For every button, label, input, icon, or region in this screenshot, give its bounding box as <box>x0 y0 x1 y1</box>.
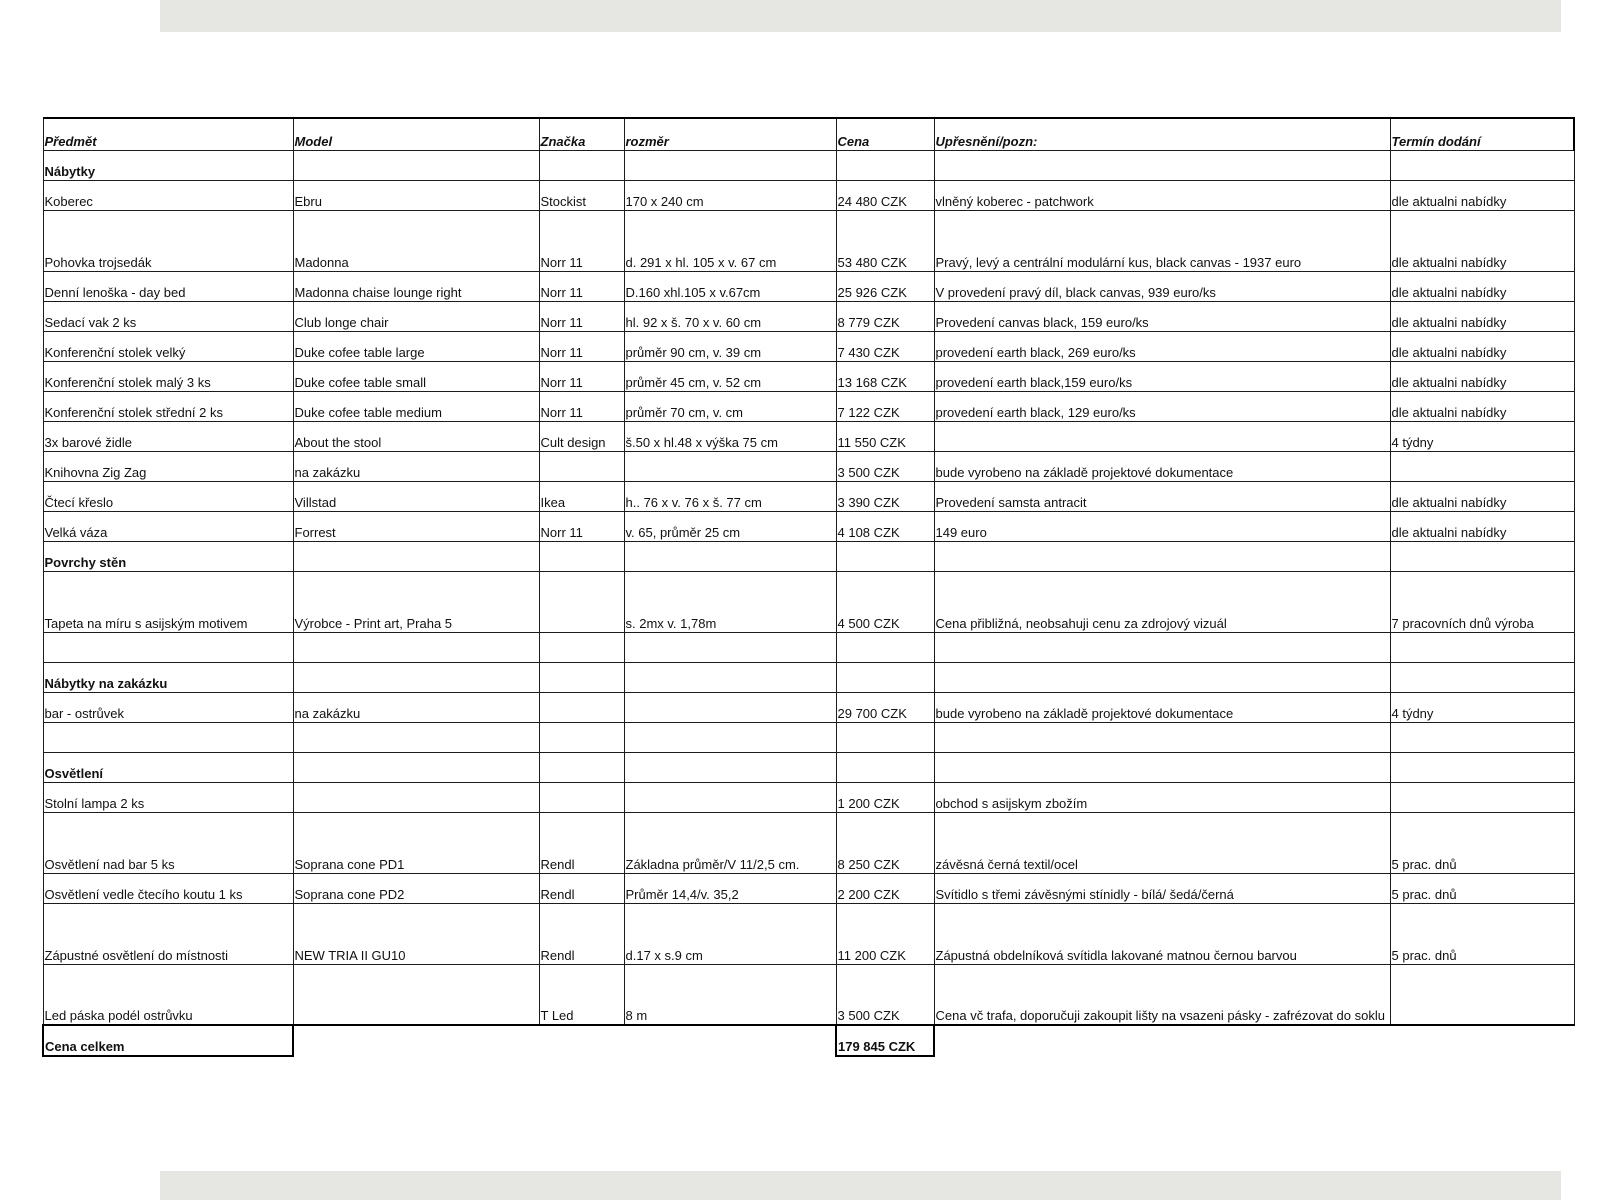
cell-model: Soprana cone PD2 <box>293 873 539 903</box>
total-spacer <box>1390 1025 1574 1056</box>
cell-brand: Rendl <box>539 873 624 903</box>
table-row <box>43 391 1574 421</box>
cell-delivery <box>1390 782 1574 812</box>
table-row <box>43 210 1574 271</box>
cell-size: průměr 45 cm, v. 52 cm <box>624 361 836 391</box>
cell-model: Soprana cone PD1 <box>293 812 539 873</box>
cell-price: 8 779 CZK <box>836 301 934 331</box>
cell-brand: Ikea <box>539 481 624 511</box>
cell-delivery <box>1390 632 1574 662</box>
cell-brand: Norr 11 <box>539 301 624 331</box>
cell-price: 11 200 CZK <box>836 903 934 964</box>
cell-item: Tapeta na míru s asijským motivem <box>43 571 293 632</box>
cell-item: Konferenční stolek velký <box>43 331 293 361</box>
cell-model: Forrest <box>293 511 539 541</box>
cell-model: Ebru <box>293 180 539 210</box>
cell-delivery <box>1390 662 1574 692</box>
header-note: Upřesnění/pozn: <box>934 118 1390 150</box>
cell-item: bar - ostrůvek <box>43 692 293 722</box>
cell-delivery <box>1390 722 1574 752</box>
cell-note: provedení earth black, 269 euro/ks <box>934 331 1390 361</box>
bottom-band <box>160 1171 1561 1200</box>
cell-delivery: 5 prac. dnů <box>1390 873 1574 903</box>
cell-model: na zakázku <box>293 692 539 722</box>
total-spacer <box>934 1025 1390 1056</box>
cell-delivery: dle aktualni nabídky <box>1390 331 1574 361</box>
cell-brand <box>539 541 624 571</box>
cell-size: Průměr 14,4/v. 35,2 <box>624 873 836 903</box>
cell-size: d.17 x s.9 cm <box>624 903 836 964</box>
cell-note: Provedení canvas black, 159 euro/ks <box>934 301 1390 331</box>
cell-note <box>934 722 1390 752</box>
cell-delivery: 4 týdny <box>1390 692 1574 722</box>
cell-size <box>624 752 836 782</box>
cell-delivery <box>1390 451 1574 481</box>
cell-note: 149 euro <box>934 511 1390 541</box>
cell-note: Pravý, levý a centrální modulární kus, black canvas - 1937 euro <box>934 210 1390 271</box>
cell-note: Svítidlo s třemi závěsnými stínidly - bílá/ šedá/černá <box>934 873 1390 903</box>
cell-model: Madonna <box>293 210 539 271</box>
cell-price: 7 430 CZK <box>836 331 934 361</box>
cell-item: Pohovka trojsedák <box>43 210 293 271</box>
cell-size <box>624 782 836 812</box>
cell-size <box>624 541 836 571</box>
cell-delivery <box>1390 150 1574 180</box>
cell-note: bude vyrobeno na základě projektové dokumentace <box>934 451 1390 481</box>
cell-size <box>624 150 836 180</box>
cell-price: 13 168 CZK <box>836 361 934 391</box>
cell-item: Sedací vak 2 ks <box>43 301 293 331</box>
cell-price: 3 390 CZK <box>836 481 934 511</box>
cell-size: š.50 x hl.48 x výška 75 cm <box>624 421 836 451</box>
cell-brand: Rendl <box>539 812 624 873</box>
cell-brand: Norr 11 <box>539 210 624 271</box>
cell-delivery: dle aktualni nabídky <box>1390 481 1574 511</box>
cell-price <box>836 752 934 782</box>
cell-model: Madonna chaise lounge right <box>293 271 539 301</box>
cell-brand <box>539 571 624 632</box>
cell-size: průměr 70 cm, v. cm <box>624 391 836 421</box>
header-brand: Značka <box>539 118 624 150</box>
cell-delivery: 7 pracovních dnů výroba <box>1390 571 1574 632</box>
cell-model <box>293 752 539 782</box>
cell-brand: Norr 11 <box>539 271 624 301</box>
cell-note <box>934 421 1390 451</box>
header-delivery: Termín dodání <box>1390 118 1574 150</box>
cell-delivery: dle aktualni nabídky <box>1390 511 1574 541</box>
empty-row <box>43 722 1574 752</box>
cell-delivery: dle aktualni nabídky <box>1390 271 1574 301</box>
cell-item: Koberec <box>43 180 293 210</box>
cell-delivery: dle aktualni nabídky <box>1390 391 1574 421</box>
cell-price <box>836 150 934 180</box>
cell-brand <box>539 782 624 812</box>
cell-item: Konferenční stolek malý 3 ks <box>43 361 293 391</box>
cell-model <box>293 541 539 571</box>
cell-model <box>293 782 539 812</box>
price-list-table <box>42 117 1575 1057</box>
cell-item <box>43 722 293 752</box>
cell-size: 170 x 240 cm <box>624 180 836 210</box>
cell-note: obchod s asijskym zbožím <box>934 782 1390 812</box>
cell-item: Knihovna Zig Zag <box>43 451 293 481</box>
cell-size: průměr 90 cm, v. 39 cm <box>624 331 836 361</box>
cell-model <box>293 632 539 662</box>
table-row <box>43 873 1574 903</box>
cell-size: D.160 xhl.105 x v.67cm <box>624 271 836 301</box>
cell-model <box>293 964 539 1025</box>
section-label: Nábytky na zakázku <box>43 662 293 692</box>
cell-price: 53 480 CZK <box>836 210 934 271</box>
cell-brand: T Led <box>539 964 624 1025</box>
table-row <box>43 511 1574 541</box>
table-row <box>43 421 1574 451</box>
cell-note: bude vyrobeno na základě projektové dokumentace <box>934 692 1390 722</box>
cell-delivery: dle aktualni nabídky <box>1390 180 1574 210</box>
header-price: Cena <box>836 118 934 150</box>
table-row <box>43 361 1574 391</box>
cell-item: 3x barové židle <box>43 421 293 451</box>
table-row <box>43 451 1574 481</box>
cell-note <box>934 541 1390 571</box>
cell-note: vlněný koberec - patchwork <box>934 180 1390 210</box>
cell-price: 4 500 CZK <box>836 571 934 632</box>
cell-item: Denní lenoška - day bed <box>43 271 293 301</box>
cell-model: Duke cofee table small <box>293 361 539 391</box>
cell-size: h.. 76 x v. 76 x š. 77 cm <box>624 481 836 511</box>
section-label: Nábytky <box>43 150 293 180</box>
cell-delivery <box>1390 752 1574 782</box>
cell-model: Výrobce - Print art, Praha 5 <box>293 571 539 632</box>
cell-size: d. 291 x hl. 105 x v. 67 cm <box>624 210 836 271</box>
cell-model <box>293 662 539 692</box>
section-row <box>43 150 1574 180</box>
cell-brand: Rendl <box>539 903 624 964</box>
cell-price: 7 122 CZK <box>836 391 934 421</box>
cell-price <box>836 662 934 692</box>
cell-price <box>836 541 934 571</box>
cell-brand: Cult design <box>539 421 624 451</box>
cell-item: Osvětlení vedle čtecího koutu 1 ks <box>43 873 293 903</box>
cell-item: Velká váza <box>43 511 293 541</box>
cell-delivery <box>1390 541 1574 571</box>
cell-price <box>836 722 934 752</box>
table-header-row <box>43 118 1574 150</box>
cell-brand <box>539 150 624 180</box>
section-row <box>43 752 1574 782</box>
cell-size: Základna průměr/V 11/2,5 cm. <box>624 812 836 873</box>
table-row <box>43 812 1574 873</box>
cell-note: provedení earth black, 129 euro/ks <box>934 391 1390 421</box>
total-spacer <box>293 1025 539 1056</box>
cell-note: provedení earth black,159 euro/ks <box>934 361 1390 391</box>
header-item: Předmět <box>43 118 293 150</box>
table-row <box>43 180 1574 210</box>
cell-delivery <box>1390 964 1574 1025</box>
cell-model <box>293 722 539 752</box>
cell-model: About the stool <box>293 421 539 451</box>
cell-brand <box>539 692 624 722</box>
cell-price: 3 500 CZK <box>836 964 934 1025</box>
cell-model: na zakázku <box>293 451 539 481</box>
table-row <box>43 964 1574 1025</box>
cell-size: v. 65, průměr 25 cm <box>624 511 836 541</box>
cell-item <box>43 632 293 662</box>
cell-brand <box>539 451 624 481</box>
top-band <box>160 0 1561 32</box>
table-row <box>43 692 1574 722</box>
cell-item: Osvětlení nad bar 5 ks <box>43 812 293 873</box>
section-label: Osvětlení <box>43 752 293 782</box>
cell-note <box>934 662 1390 692</box>
cell-brand <box>539 752 624 782</box>
cell-model <box>293 150 539 180</box>
cell-note <box>934 150 1390 180</box>
cell-brand: Norr 11 <box>539 361 624 391</box>
cell-size <box>624 632 836 662</box>
cell-brand: Norr 11 <box>539 331 624 361</box>
cell-item: Konferenční stolek střední 2 ks <box>43 391 293 421</box>
table-row <box>43 903 1574 964</box>
cell-delivery: dle aktualni nabídky <box>1390 361 1574 391</box>
total-spacer <box>624 1025 836 1056</box>
total-price: 179 845 CZK <box>836 1025 934 1056</box>
cell-note: V provedení pravý díl, black canvas, 939 euro/ks <box>934 271 1390 301</box>
cell-model: Club longe chair <box>293 301 539 331</box>
cell-price: 24 480 CZK <box>836 180 934 210</box>
table-row <box>43 782 1574 812</box>
total-row <box>43 1025 1574 1056</box>
cell-model: Duke cofee table large <box>293 331 539 361</box>
cell-delivery: 5 prac. dnů <box>1390 812 1574 873</box>
cell-delivery: 5 prac. dnů <box>1390 903 1574 964</box>
cell-note: Provedení samsta antracit <box>934 481 1390 511</box>
cell-note: Cena vč trafa, doporučuji zakoupit lišty na vsazeni pásky - zafrézovat do soklu <box>934 964 1390 1025</box>
cell-note: Cena přibližná, neobsahuji cenu za zdrojový vizuál <box>934 571 1390 632</box>
table-row <box>43 331 1574 361</box>
cell-price: 11 550 CZK <box>836 421 934 451</box>
total-spacer <box>539 1025 624 1056</box>
cell-size: hl. 92 x š. 70 x v. 60 cm <box>624 301 836 331</box>
cell-size <box>624 662 836 692</box>
section-label: Povrchy stěn <box>43 541 293 571</box>
cell-item: Stolní lampa 2 ks <box>43 782 293 812</box>
cell-model: Duke cofee table medium <box>293 391 539 421</box>
cell-brand <box>539 662 624 692</box>
cell-brand: Norr 11 <box>539 511 624 541</box>
cell-price: 25 926 CZK <box>836 271 934 301</box>
table-row <box>43 271 1574 301</box>
cell-size <box>624 451 836 481</box>
cell-note <box>934 752 1390 782</box>
cell-size: s. 2mx v. 1,78m <box>624 571 836 632</box>
section-row <box>43 541 1574 571</box>
cell-price: 1 200 CZK <box>836 782 934 812</box>
cell-size <box>624 692 836 722</box>
header-size: rozměr <box>624 118 836 150</box>
cell-size <box>624 722 836 752</box>
cell-price <box>836 632 934 662</box>
cell-size: 8 m <box>624 964 836 1025</box>
cell-price: 4 108 CZK <box>836 511 934 541</box>
cell-delivery: dle aktualni nabídky <box>1390 301 1574 331</box>
cell-brand: Stockist <box>539 180 624 210</box>
cell-note <box>934 632 1390 662</box>
cell-brand <box>539 722 624 752</box>
section-row <box>43 662 1574 692</box>
cell-price: 29 700 CZK <box>836 692 934 722</box>
cell-price: 3 500 CZK <box>836 451 934 481</box>
cell-brand <box>539 632 624 662</box>
empty-row <box>43 632 1574 662</box>
table-row <box>43 571 1574 632</box>
cell-model: Villstad <box>293 481 539 511</box>
cell-price: 8 250 CZK <box>836 812 934 873</box>
cell-item: Čtecí křeslo <box>43 481 293 511</box>
table-row <box>43 481 1574 511</box>
total-label: Cena celkem <box>43 1025 293 1056</box>
cell-item: Zápustné osvětlení do místnosti <box>43 903 293 964</box>
cell-price: 2 200 CZK <box>836 873 934 903</box>
cell-item: Led páska podél ostrůvku <box>43 964 293 1025</box>
cell-delivery: dle aktualni nabídky <box>1390 210 1574 271</box>
cell-note: Zápustná obdelníková svítidla lakované matnou černou barvou <box>934 903 1390 964</box>
cell-note: závěsná černá textil/ocel <box>934 812 1390 873</box>
cell-brand: Norr 11 <box>539 391 624 421</box>
header-model: Model <box>293 118 539 150</box>
cell-delivery: 4 týdny <box>1390 421 1574 451</box>
table-row <box>43 301 1574 331</box>
cell-model: NEW TRIA II GU10 <box>293 903 539 964</box>
